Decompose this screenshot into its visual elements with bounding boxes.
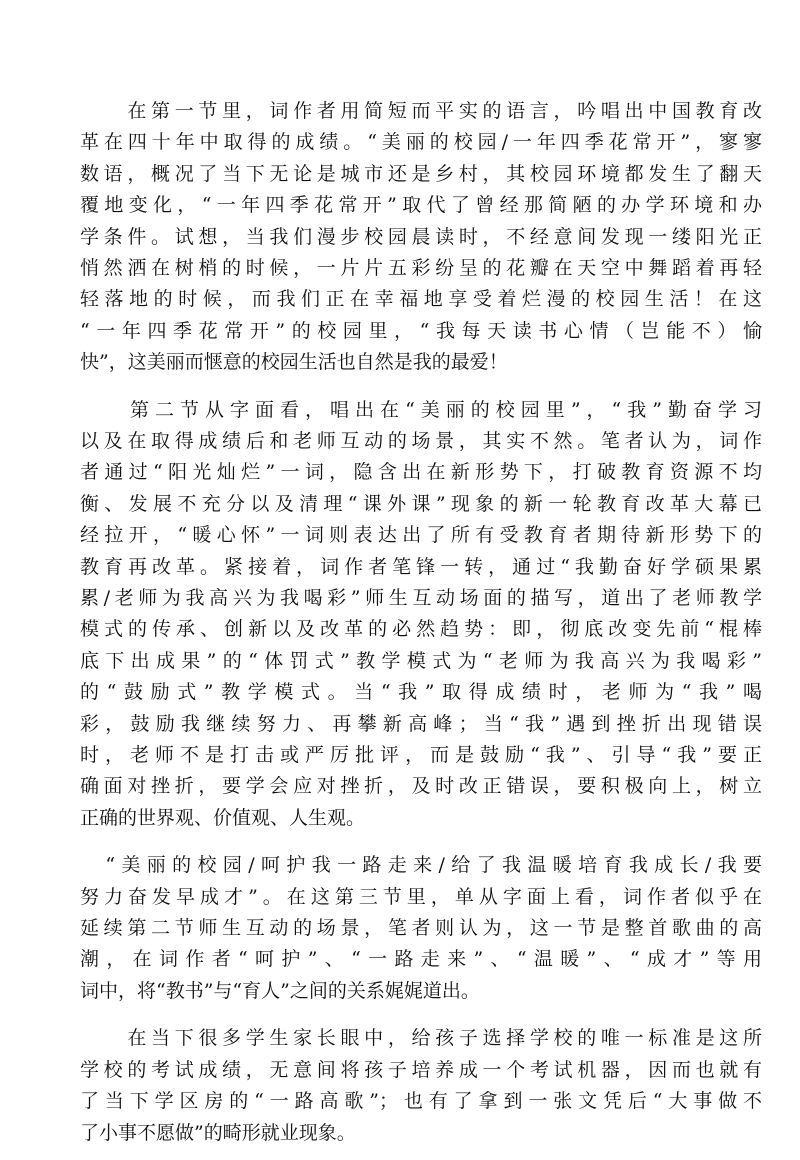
text-line: 了当下学区房的“一路高歌”；也有了拿到一张文凭后“大事做不: [80, 1090, 762, 1112]
text-line: 第二节从字面看，唱出在“美丽的校园里”，“我”勤奋学习: [80, 399, 762, 421]
text-line: 在当下很多学生家长眼中，给孩子选择学校的唯一标准是这所: [80, 1027, 762, 1049]
text-line: 在第一节里，词作者用简短而平实的语言，吟唱出中国教育改: [80, 100, 762, 122]
text-line: 的“鼓励式”教学模式。当“我”取得成绩时，老师为“我”喝: [80, 681, 762, 703]
text-line: 悄然洒在树梢的时候，一片片五彩纷呈的花瓣在天空中舞蹈着再轻: [80, 257, 762, 279]
text-line: “美丽的校园/呵护我一路走来/给了我温暖培育我成长/我要: [80, 854, 762, 876]
text-line: 学条件。试想，当我们漫步校园晨读时，不经意间发现一缕阳光正: [80, 226, 762, 248]
text-line: 教育再改革。紧接着，词作者笔锋一转，通过“我勤奋好学硕果累: [80, 556, 762, 578]
text-line: 彩，鼓励我继续努力、再攀新高峰；当“我”遇到挫折出现错误: [80, 713, 762, 735]
text-line: 学校的考试成绩，无意间将孩子培养成一个考试机器，因而也就有: [80, 1059, 762, 1081]
text-line: 时，老师不是打击或严厉批评，而是鼓励“我”、引导“我”要正: [80, 744, 762, 766]
text-line: 了小事不愿做”的畸形就业现象。: [80, 1122, 356, 1144]
text-line: 底下出成果”的“体罚式”教学模式为“老师为我高兴为我喝彩”: [80, 650, 762, 672]
text-line: 潮，在词作者“呵护”、“一路走来”、“温暖”、“成才”等用: [80, 948, 762, 970]
text-line: 者通过“阳光灿烂”一词，隐含出在新形势下，打破教育资源不均: [80, 461, 762, 483]
text-line: 数语，概况了当下无论是城市还是乡村，其校园环境都发生了翻天: [80, 163, 762, 185]
text-line: “一年四季花常开”的校园里，“我每天读书心情（岂能不）愉: [80, 320, 762, 342]
text-line: 以及在取得成绩后和老师互动的场景，其实不然。笔者认为，词作: [80, 430, 762, 452]
text-line: 快”，这美丽而惬意的校园生活也自然是我的最爱！: [80, 351, 508, 373]
text-line: 确面对挫折，要学会应对挫折，及时改正错误，要积极向上，树立: [80, 775, 762, 797]
text-line: 延续第二节师生互动的场景，笔者则认为，这一节是整首歌曲的高: [80, 917, 762, 939]
text-line: 革在四十年中取得的成绩。“美丽的校园/一年四季花常开”，寥寥: [80, 131, 762, 153]
text-line: 词中，将“教书”与“育人”之间的关系娓娓道出。: [80, 980, 480, 1002]
text-line: 努力奋发早成才”。在这第三节里，单从字面上看，词作者似乎在: [80, 886, 762, 908]
text-line: 累/老师为我高兴为我喝彩”师生互动场面的描写，道出了老师教学: [80, 587, 762, 609]
text-line: 模式的传承、创新以及改革的必然趋势：即，彻底改变先前“棍棒: [80, 618, 762, 640]
text-line: 覆地变化，“一年四季花常开”取代了曾经那简陋的办学环境和办: [80, 194, 762, 216]
text-line: 正确的世界观、价值观、人生观。: [80, 807, 366, 829]
text-line: 轻落地的时候，而我们正在幸福地享受着烂漫的校园生活！在这: [80, 288, 762, 310]
text-line: 经拉开，“暖心怀”一词则表达出了所有受教育者期待新形势下的: [80, 524, 762, 546]
text-line: 衡、发展不充分以及清理“课外课”现象的新一轮教育改革大幕已: [80, 493, 762, 515]
